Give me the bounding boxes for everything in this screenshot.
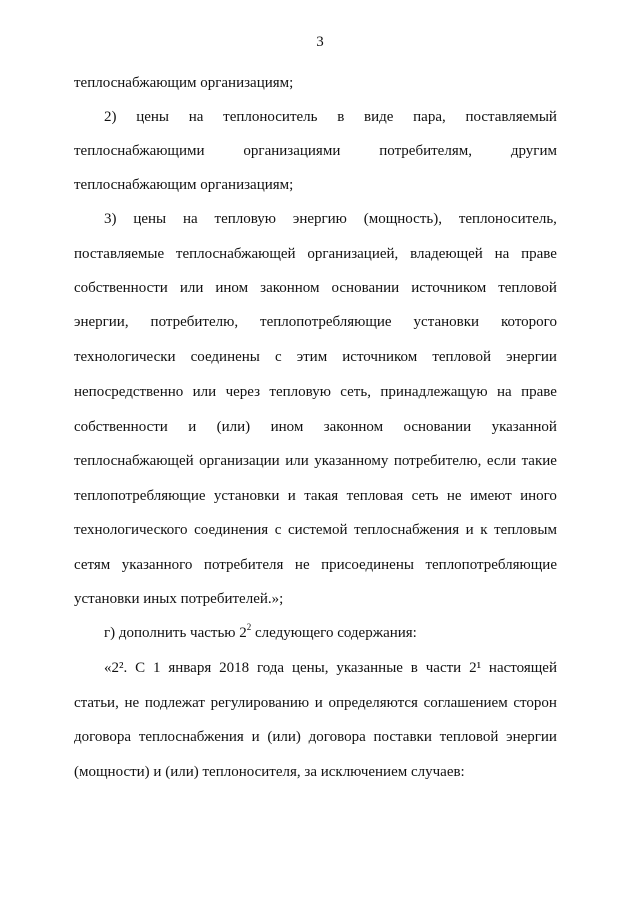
word: теплопотребляющие xyxy=(260,314,392,330)
text-line-18 xyxy=(104,659,557,677)
word: потребителя xyxy=(203,557,284,573)
word: теплоснабжения xyxy=(138,729,244,745)
word: пара, xyxy=(413,109,446,125)
word: организации xyxy=(199,453,280,469)
word: энергии xyxy=(506,349,557,365)
superscript: 2 xyxy=(246,622,252,632)
word: цены xyxy=(133,211,167,227)
word: теплоноситель xyxy=(223,109,318,125)
word: (мощность), xyxy=(363,211,442,227)
word: цены xyxy=(136,109,170,125)
word: на xyxy=(494,246,510,262)
word: статьи, xyxy=(74,695,119,711)
text-line-2 xyxy=(104,108,557,126)
word: не xyxy=(446,488,462,504)
word: 2018 xyxy=(219,660,250,676)
word: указанному xyxy=(314,453,389,469)
text-line-20 xyxy=(74,728,557,746)
word: С xyxy=(135,660,146,676)
word: тепловую xyxy=(214,211,277,227)
word: законном xyxy=(323,419,384,435)
word: теплопотребляющие xyxy=(74,488,206,504)
word: виде xyxy=(364,109,394,125)
text-line-12 xyxy=(74,452,557,470)
word: не xyxy=(294,557,310,573)
word: 3) xyxy=(104,211,117,227)
word: сторон xyxy=(513,695,557,711)
word: технологического xyxy=(74,522,188,538)
word: или xyxy=(179,280,204,296)
word: теплоснабжающей xyxy=(175,246,296,262)
word: 2) xyxy=(104,109,117,125)
word: на xyxy=(188,109,204,125)
word: года xyxy=(256,660,285,676)
word: ином xyxy=(215,280,249,296)
word: если xyxy=(486,453,517,469)
text-fragment: следующего содержания: xyxy=(251,625,417,641)
word: тепловой xyxy=(498,280,557,296)
word: к xyxy=(480,522,488,538)
word: сеть xyxy=(411,488,439,504)
word: (или) xyxy=(216,419,251,435)
word: источником xyxy=(411,280,487,296)
word: тепловую xyxy=(269,384,331,400)
word: системой xyxy=(287,522,348,538)
word: и xyxy=(188,419,197,435)
word: тепловая xyxy=(346,488,404,504)
text-line-14 xyxy=(74,521,557,539)
text-fragment: г) дополнить частью 2 xyxy=(104,625,247,641)
word: теплоснабжения xyxy=(354,522,460,538)
word: через xyxy=(225,384,261,400)
word: основании xyxy=(331,280,400,296)
word: тепловым xyxy=(494,522,557,538)
word: теплопотребляющие xyxy=(425,557,557,573)
word: на xyxy=(497,384,512,400)
word: иного xyxy=(520,488,557,504)
word: установки xyxy=(413,314,480,330)
word: организациями xyxy=(243,143,341,159)
word: не xyxy=(124,695,140,711)
word: присоединены xyxy=(321,557,414,573)
text-line-15 xyxy=(74,556,557,574)
page-number: 3 xyxy=(316,34,324,50)
word: регулированию xyxy=(210,695,310,711)
word: праве xyxy=(521,246,557,262)
word: договора xyxy=(74,729,132,745)
word: имеют xyxy=(469,488,512,504)
word: поставки xyxy=(373,729,432,745)
word: тепловой xyxy=(432,349,492,365)
word: на xyxy=(182,211,198,227)
word: установки xyxy=(213,488,280,504)
word: другим xyxy=(510,143,557,159)
word: непосредственно xyxy=(74,384,184,400)
word: тепловой xyxy=(439,729,499,745)
word: энергии xyxy=(506,729,557,745)
word: теплоснабжающими xyxy=(74,143,205,159)
word: с xyxy=(274,349,282,365)
word: «2². xyxy=(104,660,128,676)
word: собственности xyxy=(74,280,168,296)
word: цены, xyxy=(291,660,329,676)
word: или xyxy=(285,453,309,469)
word: или xyxy=(192,384,217,400)
text-line-16: установки иных потребителей.»; xyxy=(74,591,284,607)
word: поставляемые xyxy=(74,246,165,262)
word: договора xyxy=(308,729,366,745)
word: этим xyxy=(296,349,328,365)
word: энергию xyxy=(292,211,347,227)
word: настоящей xyxy=(488,660,557,676)
word: потребителю, xyxy=(150,314,239,330)
word: принадлежащую xyxy=(380,384,488,400)
word: соединены xyxy=(190,349,260,365)
word: которого xyxy=(500,314,557,330)
word: основании xyxy=(403,419,472,435)
word: указанной xyxy=(491,419,557,435)
text-line-13 xyxy=(74,487,557,505)
word: в xyxy=(410,660,418,676)
word: энергии, xyxy=(74,314,129,330)
text-line-4: теплоснабжающим организациям; xyxy=(74,177,294,193)
word: подлежат xyxy=(144,695,205,711)
text-line-8 xyxy=(74,313,557,331)
word: поставляемый xyxy=(465,109,557,125)
word: января xyxy=(168,660,212,676)
word: владеющей xyxy=(410,246,483,262)
word: и xyxy=(314,695,323,711)
word: 1 xyxy=(152,660,161,676)
word: (или) xyxy=(267,729,301,745)
text-line-10 xyxy=(74,383,557,401)
word: и xyxy=(287,488,296,504)
word: сеть, xyxy=(340,384,371,400)
word: собственности xyxy=(74,419,168,435)
text-line-6 xyxy=(74,245,557,263)
word: части xyxy=(425,660,462,676)
word: организацией, xyxy=(307,246,399,262)
word: теплоноситель, xyxy=(458,211,557,227)
text-line-7 xyxy=(74,279,557,297)
word: законном xyxy=(260,280,320,296)
word: потребителю, xyxy=(393,453,482,469)
text-line-17 xyxy=(104,624,557,642)
word: источником xyxy=(342,349,418,365)
text-line-11 xyxy=(74,418,557,436)
word: теплоснабжающей xyxy=(74,453,194,469)
word: сетям xyxy=(74,557,111,573)
word: в xyxy=(337,109,345,125)
word: указанного xyxy=(121,557,193,573)
word: указанные xyxy=(336,660,403,676)
word: праве xyxy=(521,384,557,400)
text-line-21: (мощности) и (или) теплоносителя, за исключением случаев: xyxy=(74,764,465,780)
text-line-1: теплоснабжающим организациям; xyxy=(74,75,294,91)
word: потребителям, xyxy=(379,143,472,159)
word: 2¹ xyxy=(469,660,482,676)
text-line-3 xyxy=(74,142,557,160)
word: определяются xyxy=(328,695,418,711)
word: и xyxy=(465,522,474,538)
word: такая xyxy=(304,488,339,504)
word: и xyxy=(251,729,260,745)
text-line-9 xyxy=(74,348,557,366)
word: такие xyxy=(521,453,557,469)
word: с xyxy=(274,522,282,538)
text-line-19 xyxy=(74,694,557,712)
word: соединения xyxy=(194,522,269,538)
word: ином xyxy=(270,419,304,435)
word: технологически xyxy=(74,349,176,365)
text-line-5 xyxy=(104,210,557,228)
word: соглашением xyxy=(423,695,508,711)
